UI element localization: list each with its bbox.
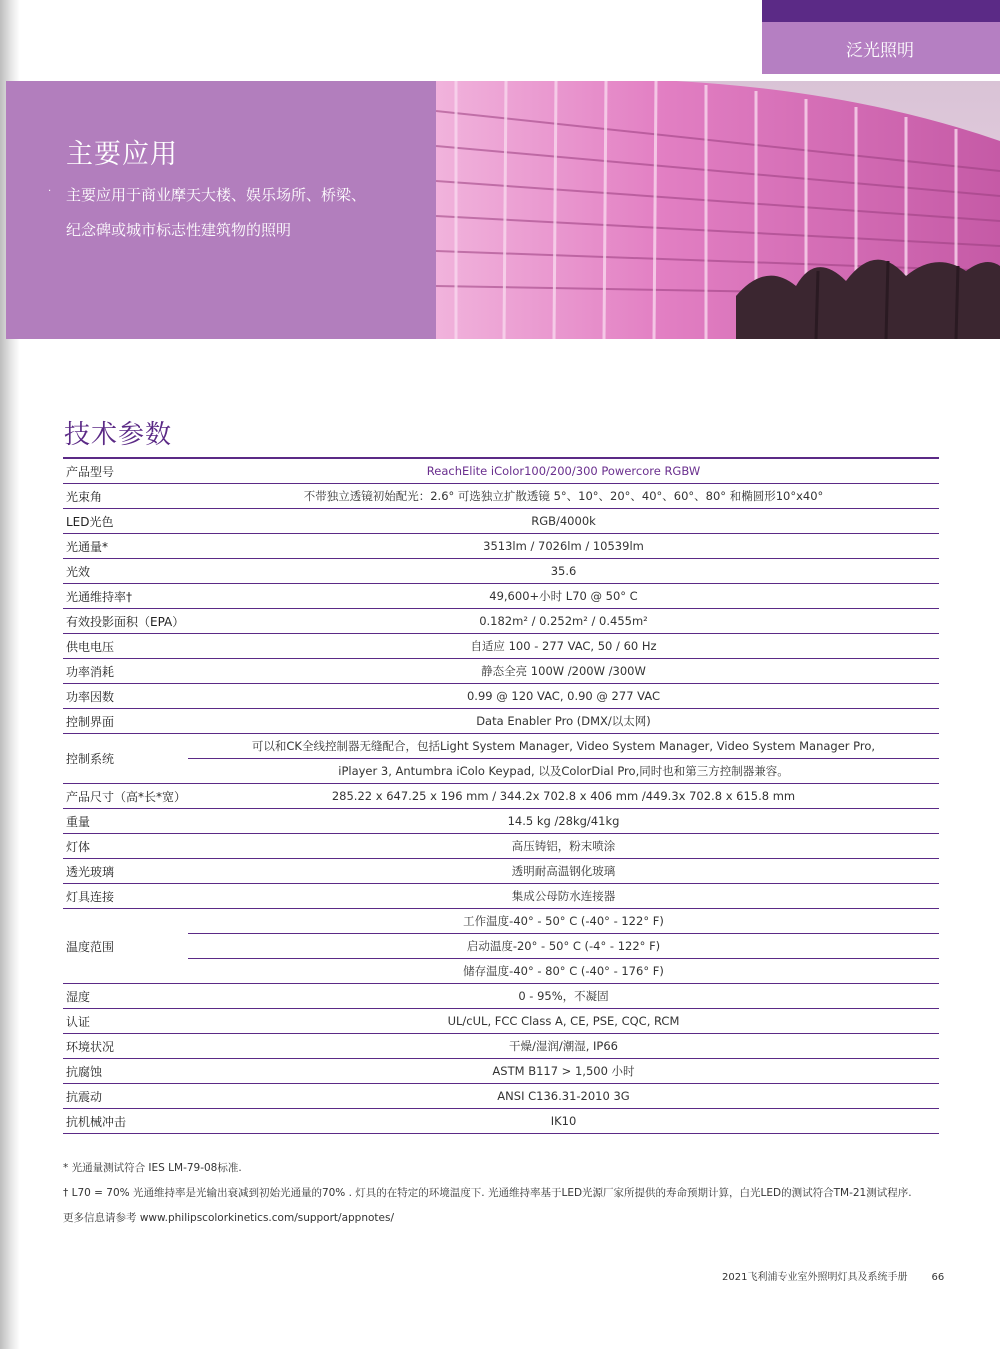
spec-label: 功率消耗 <box>66 664 115 679</box>
spec-value: 不带独立透镜初始配光：2.6° 可选独立扩散透镜 5°、10°、20°、40°、60°、80° 和椭圆形10°x40° <box>303 489 824 503</box>
spec-label: 环境状况 <box>66 1039 115 1054</box>
spec-row <box>63 1084 939 1109</box>
spec-row <box>63 509 939 534</box>
spec-value: 0.99 @ 120 VAC, 0.90 @ 277 VAC <box>466 689 660 703</box>
spec-value: 35.6 <box>550 564 577 578</box>
spec-value: 0.182m² / 0.252m² / 0.455m² <box>479 614 648 628</box>
spec-row <box>63 709 939 734</box>
spec-label: 抗机械冲击 <box>66 1114 127 1129</box>
spec-values <box>188 884 939 908</box>
spec-value: 启动温度-20° - 50° C (-4° - 122° F) <box>188 933 939 958</box>
category-label: 泛光照明 <box>762 22 1000 74</box>
spec-value: 自适应 100 - 277 VAC, 50 / 60 Hz <box>470 639 657 653</box>
spec-values <box>188 709 939 733</box>
spec-row <box>63 809 939 834</box>
catalog-title: 2021飞利浦专业室外照明灯具及系统手册 <box>722 1272 908 1283</box>
applications-title: 主要应用 <box>66 139 178 170</box>
spec-values <box>188 809 939 833</box>
spec-label: 控制界面 <box>66 714 115 729</box>
spec-label: LED光色 <box>66 514 114 529</box>
spec-row <box>63 1059 939 1084</box>
spec-values <box>188 484 939 508</box>
category-tab <box>762 0 1000 74</box>
spec-label: 控制系统 <box>66 752 115 766</box>
spec-row <box>63 634 939 659</box>
spec-row <box>63 884 939 909</box>
spec-label: 抗震动 <box>66 1089 103 1104</box>
spec-row <box>63 484 939 509</box>
spec-values <box>188 634 939 658</box>
spec-label: 供电电压 <box>66 639 115 654</box>
spec-values <box>188 784 939 808</box>
spec-value: 静态全亮 100W /200W /300W <box>481 664 646 678</box>
spec-value: 集成公母防水连接器 <box>511 889 616 903</box>
footnote: † L70 = 70% 光通维持率是光输出衰减到初始光通量的70% . 灯具的在特定的环境温度下. 光通维持率基于LED光源厂家所提供的寿命预期计算，白光LED的测试符合TM-21测试程序. <box>63 1187 912 1199</box>
spec-row <box>63 1109 939 1134</box>
spec-row <box>63 909 939 984</box>
spec-values <box>188 509 939 533</box>
spec-row <box>63 984 939 1009</box>
applications-text: 主要应用于商业摩天大楼、娱乐场所、桥梁、纪念碑或城市标志性建筑物的照明 <box>66 186 367 239</box>
spec-value: 0 - 95%，不凝固 <box>518 989 609 1003</box>
spec-row <box>63 534 939 559</box>
spec-value: 高压铸铝，粉末喷涂 <box>511 839 616 853</box>
spec-value: ASTM B117 > 1,500 小时 <box>492 1064 635 1078</box>
spec-row <box>63 784 939 809</box>
spec-value: 透明耐高温钢化玻璃 <box>511 864 616 878</box>
spec-values <box>188 984 939 1008</box>
category-tab-bar <box>762 0 1000 22</box>
spec-value: 285.22 x 647.25 x 196 mm / 344.2x 702.8 x 406 mm /449.3x 702.8 x 615.8 mm <box>331 789 796 803</box>
spec-row <box>63 659 939 684</box>
spec-label: 温度范围 <box>66 939 115 954</box>
spec-value: ReachElite iColor100/200/300 Powercore RGBW <box>426 464 701 478</box>
spec-value: Data Enabler Pro (DMX/以太网) <box>476 714 651 728</box>
building-illustration <box>436 81 1000 339</box>
spec-value: UL/cUL, FCC Class A, CE, PSE, CQC, RCM <box>447 1014 680 1028</box>
spec-label: 灯具连接 <box>66 889 115 904</box>
bullet-icon: · <box>48 186 52 197</box>
spec-values <box>188 734 939 783</box>
spec-value: iPlayer 3, Antumbra iColo Keypad, 以及ColorDial Pro,同时也和第三方控制器兼容。 <box>188 758 939 783</box>
spec-values <box>188 1034 939 1058</box>
spec-label: 有效投影面积（EPA） <box>66 614 185 629</box>
spec-label: 重量 <box>66 814 91 829</box>
spec-value: RGB/4000k <box>531 514 596 528</box>
spec-value: 干燥/湿润/潮湿, IP66 <box>508 1039 619 1053</box>
spec-row <box>63 559 939 584</box>
spec-values <box>188 1009 939 1033</box>
spec-label: 产品尺寸（高*长*宽） <box>66 789 187 804</box>
spec-value: ANSI C136.31-2010 3G <box>497 1089 630 1103</box>
spec-value: 储存温度-40° - 80° C (-40° - 176° F) <box>188 958 939 983</box>
spec-values <box>188 584 939 608</box>
spec-row <box>63 459 939 484</box>
spec-row <box>63 1034 939 1059</box>
spec-label: 透光玻璃 <box>66 864 115 879</box>
footnote: * 光通量测试符合 IES LM-79-08标准. <box>63 1162 242 1174</box>
spec-values <box>188 834 939 858</box>
spec-label: 光束角 <box>66 489 103 504</box>
spec-values <box>188 559 939 583</box>
hotel-facade-photo <box>436 81 1000 339</box>
spec-values <box>188 534 939 558</box>
spec-values <box>188 1084 939 1108</box>
spec-row <box>63 834 939 859</box>
spec-label: 光通维持率† <box>66 589 133 604</box>
spec-row <box>63 734 939 784</box>
spec-value: 工作温度-40° - 50° C (-40° - 122° F) <box>463 914 664 928</box>
spec-label: 功率因数 <box>66 689 115 704</box>
spec-label: 湿度 <box>66 989 91 1004</box>
specs-table <box>63 457 939 1134</box>
spec-value: 可以和CK全线控制器无缝配合，包括Light System Manager, Video System Manager, Video System Manager Pro, <box>251 739 876 753</box>
spec-values <box>188 609 939 633</box>
spec-row <box>63 1009 939 1034</box>
spec-label: 光效 <box>66 564 91 579</box>
spec-values <box>188 459 939 483</box>
spec-values <box>188 1109 939 1133</box>
spec-label: 抗腐蚀 <box>66 1064 103 1079</box>
footnotes <box>63 1156 963 1231</box>
specs-section-title: 技术参数 <box>64 420 173 450</box>
spec-row <box>63 609 939 634</box>
spec-values <box>188 659 939 683</box>
spec-values <box>188 909 939 983</box>
spec-value: 49,600+小时 L70 @ 50° C <box>489 589 638 603</box>
spec-label: 产品型号 <box>66 464 115 479</box>
footnote: 更多信息请参考 www.philipscolorkinetics.com/support/appnotes/ <box>63 1212 395 1224</box>
spec-row <box>63 584 939 609</box>
spec-value: 3513lm / 7026lm / 10539lm <box>483 539 644 553</box>
spec-values <box>188 684 939 708</box>
spec-value: IK10 <box>550 1114 577 1128</box>
spec-value: 14.5 kg /28kg/41kg <box>507 814 620 828</box>
spec-label: 灯体 <box>66 839 91 854</box>
spec-values <box>188 859 939 883</box>
spec-values <box>188 1059 939 1083</box>
page-number: 66 <box>931 1272 945 1283</box>
spec-row <box>63 684 939 709</box>
spec-label: 认证 <box>66 1014 91 1029</box>
spec-row <box>63 859 939 884</box>
page-footer <box>722 1268 944 1283</box>
spec-label: 光通量* <box>66 539 109 554</box>
